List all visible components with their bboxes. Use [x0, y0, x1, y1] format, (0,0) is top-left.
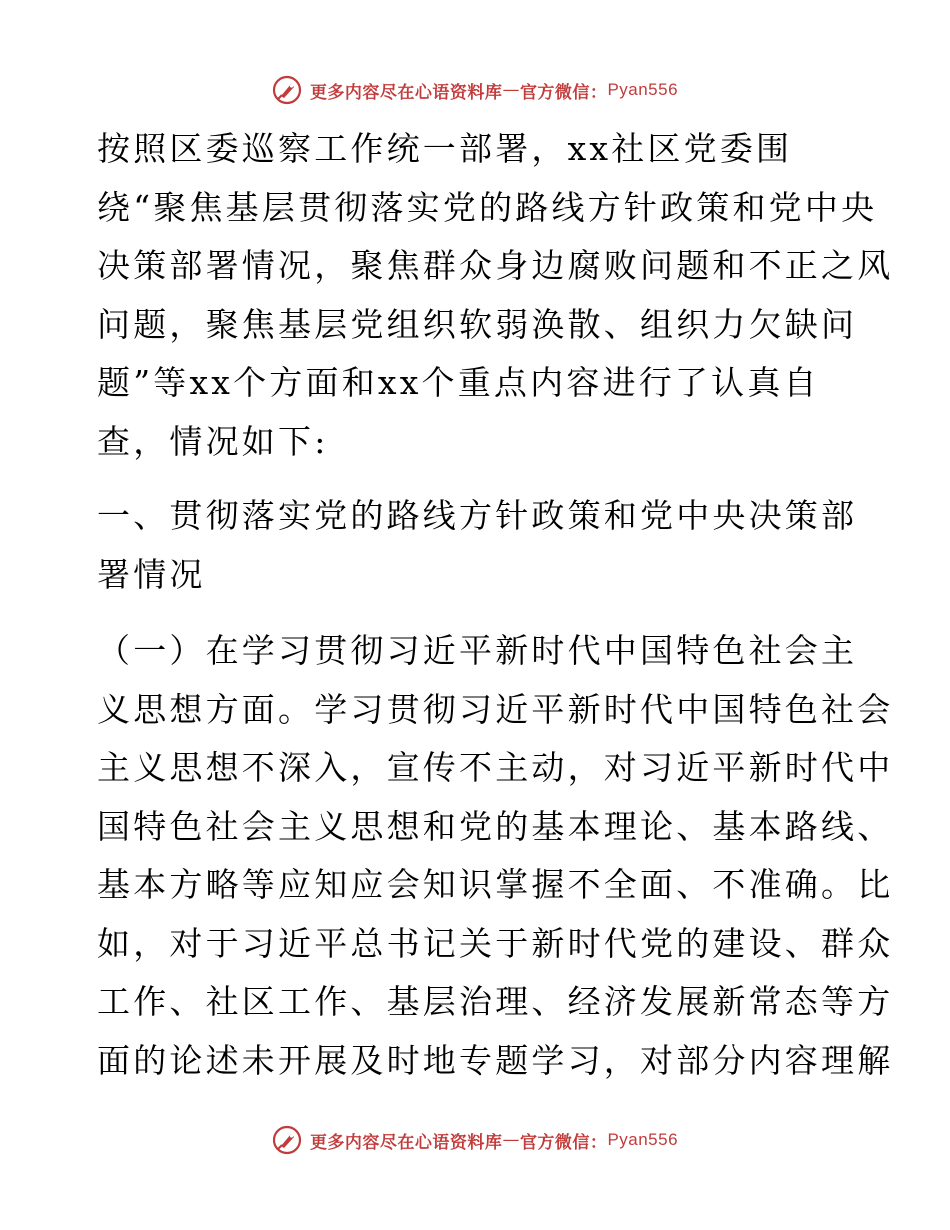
watermark-separator: —	[502, 1130, 520, 1150]
text-line: 问题，聚焦基层党组织软弱涣散、组织力欠缺问	[97, 304, 858, 344]
pen-nib-logo-icon	[272, 75, 302, 105]
section-heading	[97, 487, 857, 604]
watermark-site-name: 更多内容尽在心语资料库	[309, 1132, 503, 1153]
text-line: 主义思想不深入，宣传不主动，对习近平新时代中	[97, 748, 894, 787]
text-line: 基本方略等应知应会知识掌握不全面、不准确。比	[97, 865, 894, 904]
watermark-separator: —	[502, 80, 520, 100]
text-line: 如，对于习近平总书记关于新时代党的建设、群众	[97, 923, 894, 963]
text-line: 决策部署情况，聚焦群众身边腐败问题和不正之风	[97, 246, 894, 285]
text-line: 绕“聚焦基层贯彻落实党的路线方针政策和党中央	[97, 187, 878, 227]
footer-watermark	[0, 1120, 950, 1160]
text-line: 署情况	[97, 554, 206, 594]
text-line: 一、贯彻落实党的路线方针政策和党中央决策部	[97, 496, 858, 535]
text-line: 查，情况如下:	[97, 421, 329, 461]
text-line: （一）在学习贯彻习近平新时代中国特色社会主	[97, 631, 858, 670]
document-body	[97, 120, 894, 1090]
subsection-paragraph	[97, 622, 894, 1090]
text-line: 义思想方面。学习贯彻习近平新时代中国特色社会	[97, 689, 894, 729]
watermark-wechat-label: 官方微信：	[519, 82, 608, 103]
text-line: 按照区委巡察工作统一部署，xx社区党委围	[97, 129, 793, 168]
text-line: 题”等xx个方面和xx个重点内容进行了认真自	[97, 363, 820, 402]
intro-paragraph	[97, 120, 894, 471]
text-line: 国特色社会主义思想和党的基本理论、基本路线、	[97, 806, 894, 846]
text-line: 工作、社区工作、基层治理、经济发展新常态等方	[97, 982, 894, 1021]
header-watermark	[0, 70, 950, 110]
watermark-wechat-handle: Pyan556	[607, 1130, 679, 1149]
watermark-site-name: 更多内容尽在心语资料库	[309, 82, 503, 103]
pen-nib-logo-icon	[272, 1125, 302, 1155]
text-line: 面的论述未开展及时地专题学习，对部分内容理解	[97, 1040, 894, 1080]
watermark-wechat-handle: Pyan556	[607, 80, 679, 99]
watermark-wechat-label: 官方微信：	[519, 1132, 608, 1153]
